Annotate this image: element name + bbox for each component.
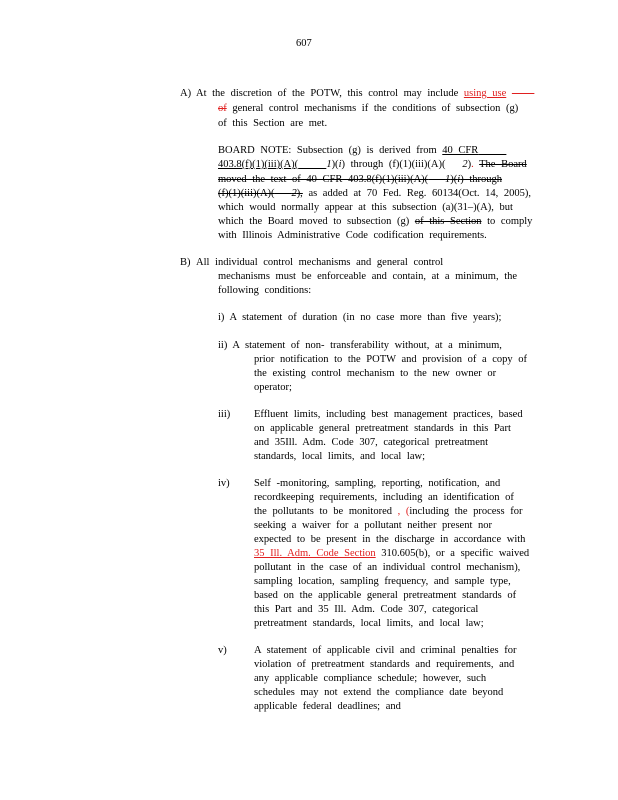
item-ii-line1: ii) A statement of non- transferability without, at a minimum, [218,340,502,351]
board-note-line5: which would normally appear at this subsection (a)(31–)(A), but [218,202,513,213]
item-iv-line3: the pollutants to be monitored , (including the process for [254,506,523,517]
item-v-label: v) [218,645,227,656]
item-iv-line8: sampling location, sampling frequency, and sample type, [254,576,511,587]
item-iv-line11: pretreatment standards, local limits, and local law; [254,618,484,629]
inserted-citation: 35 Ill. Adm. Code Section [254,548,376,559]
item-iv-label: iv) [218,478,230,489]
board-note-line1: BOARD NOTE: Subsection (g) is derived from 40 CFR [218,145,479,156]
item-v-line5: applicable federal deadlines; and [254,701,401,712]
item-iv-line6: 35 Ill. Adm. Code Section 310.605(b), or a specific waived [254,548,530,559]
item-ii-line3: the existing control mechanism to the new owner or [254,368,497,379]
item-iii-label: iii) [218,409,231,420]
board-note-line4: (f)(1)(iii)(A)( 2), as added at 70 Fed. Reg. 60134(Oct. 14, 2005), [218,188,532,199]
item-i: i) A statement of duration (in no case more than five years); [218,312,502,323]
board-note-line3: moved the text of 40 CFR 403.8(f)(1)(iii)(A)( 1)(i) through [218,174,503,185]
item-iii-line2: on applicable general pretreatment standards in this Part [254,423,511,434]
item-iii-line4: standards, local limits, and local law; [254,451,426,462]
item-a-line3: of this Section are met. [218,118,328,129]
item-iv-line9: based on the applicable general pretreatment standards of [254,590,517,601]
item-ii-line2: prior notification to the POTW and provision of a copy of [254,354,528,365]
item-iv-line1: Self -monitoring, sampling, reporting, notification, and [254,478,501,489]
board-note-line6: which the Board moved to subsection (g) of this Section to comply [218,216,533,227]
board-note-line7: with Illinois Administrative Code codification requirements. [218,230,487,241]
item-b-line3: following conditions: [218,285,312,296]
item-ii-line4: operator; [254,382,292,393]
item-iv-line5: expected to be present in the discharge in accordance with [254,534,526,545]
item-v-line3: any applicable compliance schedule; however, such [254,673,487,684]
item-a-label: A) [180,88,192,99]
inserted-text: using use [463,88,507,99]
item-iv-line7: pollutant in the case of an individual control mechanism), [254,562,521,573]
page-number: 607 [296,38,312,49]
item-a-line1: At the discretion of the POTW, this control may include using use [196,88,507,99]
item-iv-line10: this Part and 35 Ill. Adm. Code 307, categorical [254,604,479,615]
item-iii-line3: and 35Ill. Adm. Code 307, categorical pretreatment [254,437,489,448]
deleted-text: of [218,103,227,114]
item-v-line4: schedules may not extend the compliance date beyond [254,687,504,698]
item-b-label: B) [180,257,191,268]
item-b-line1: All individual control mechanisms and general control [196,257,444,268]
item-v-line1: A statement of applicable civil and criminal penalties for [254,645,517,656]
item-iii-line1: Effluent limits, including best management practices, based [254,409,523,420]
item-a-line2: of general control mechanisms if the conditions of subsection (g) [218,103,519,114]
item-iv-line2: recordkeeping requirements, including an identification of [254,492,514,503]
board-note-line2: 403.8(f)(1)(iii)(A)( 1)(i) through (f)(1)(iii)(A)( 2). The Board [218,159,527,170]
item-v-line2: violation of pretreatment standards and requirements, and [254,659,515,670]
item-iv-line4: seeking a waiver for a pollutant neither present nor [254,520,493,531]
item-b-line2: mechanisms must be enforceable and contain, at a minimum, the [218,271,518,282]
